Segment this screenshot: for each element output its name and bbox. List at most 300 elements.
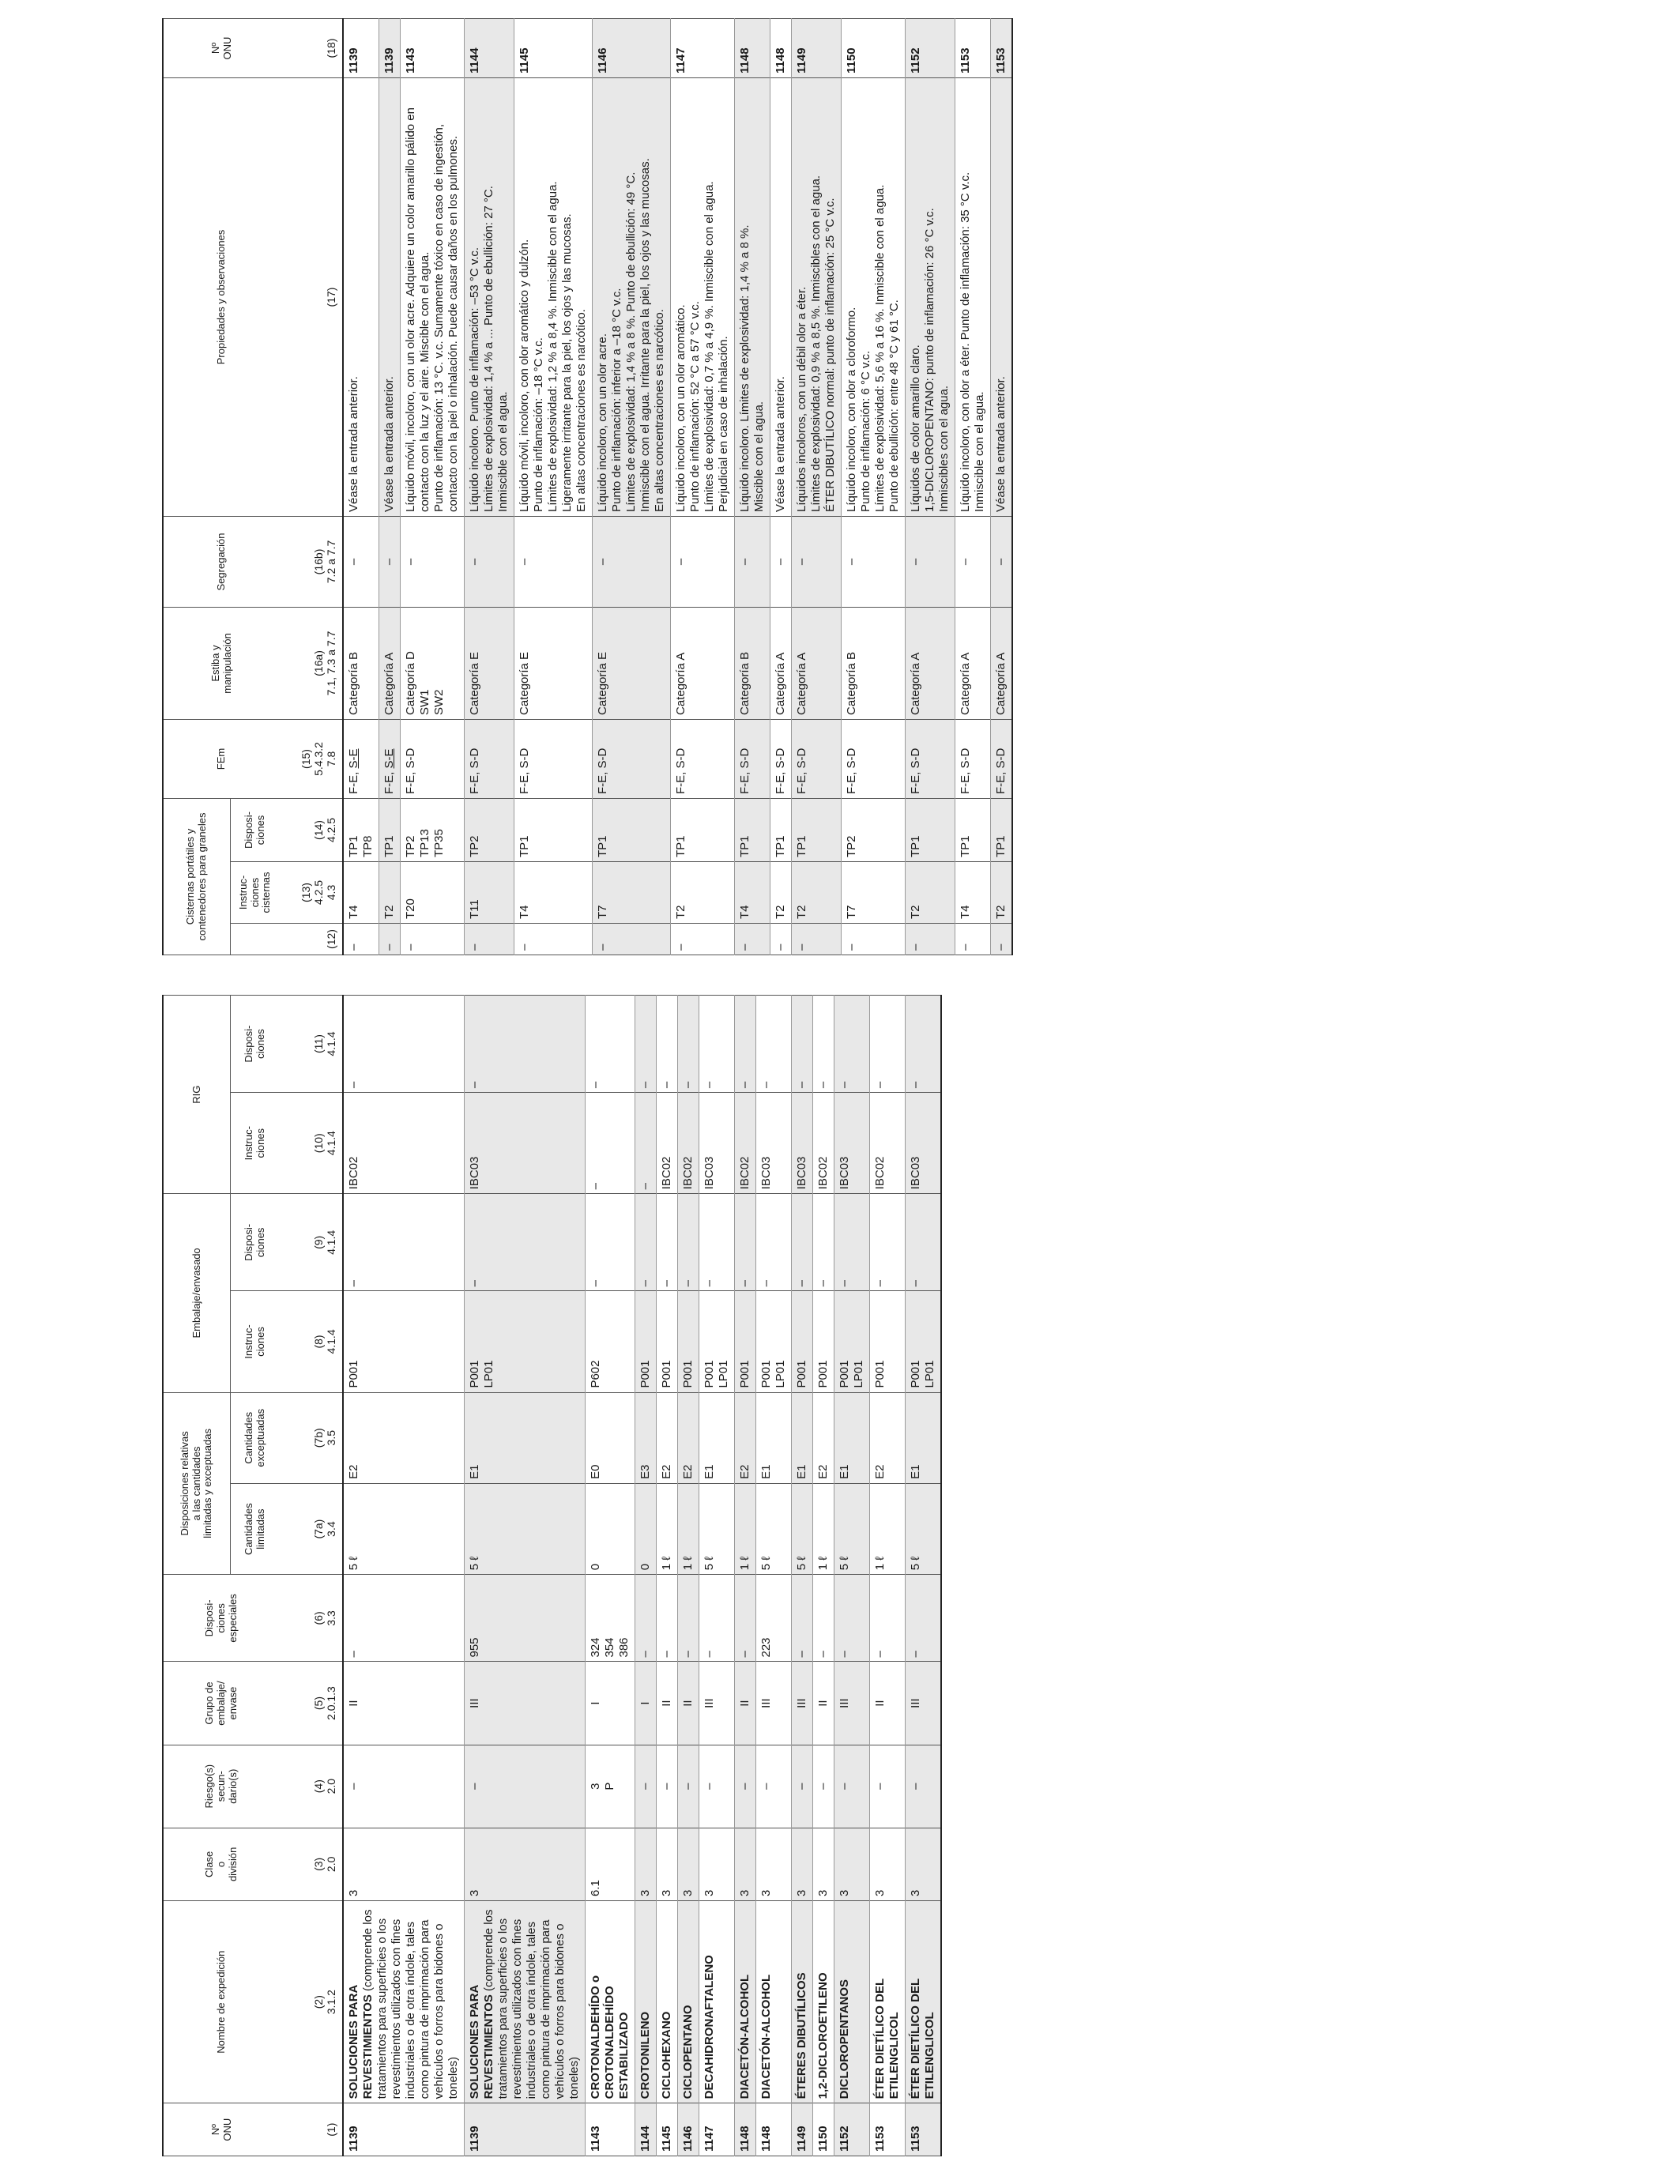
packing-provision: – — [834, 1194, 870, 1291]
ems-spill: S-D — [959, 747, 972, 769]
shipping-name — [834, 1901, 870, 2103]
ems-fire: F-E, — [382, 768, 396, 794]
ems-fire: F-E, — [845, 768, 858, 794]
ems-fire: F-E, — [596, 768, 609, 794]
packing-provision: – — [756, 1194, 792, 1291]
col-12: – — [343, 924, 379, 955]
limited-quantity: 1 ℓ — [735, 1483, 756, 1574]
un-number: 1149 — [792, 2103, 813, 2156]
header-ibc: RIG — [163, 996, 231, 1194]
col-12: – — [842, 924, 906, 955]
subsidiary-risk: – — [465, 1745, 586, 1828]
special-provisions: – — [735, 1575, 756, 1662]
subsidiary-risk: – — [735, 1745, 756, 1828]
class-division: 3 — [635, 1828, 657, 1900]
col-12: – — [465, 924, 514, 955]
packing-provision: – — [735, 1194, 756, 1291]
tank-instruction: T11 — [465, 862, 514, 924]
un-number-right: 1143 — [401, 18, 465, 77]
table-row — [735, 18, 770, 955]
ibc-provision: – — [635, 996, 657, 1093]
ibc-instruction: IBC03 — [906, 1093, 942, 1194]
ems-code — [842, 719, 906, 798]
table-row — [813, 996, 834, 2156]
dangerous-goods-list-left — [162, 995, 942, 2156]
ems-spill: S-D — [738, 747, 751, 769]
stowage-category: Categoría B — [842, 607, 906, 719]
special-provisions: – — [635, 1575, 657, 1662]
ems-spill: S-D — [774, 747, 787, 769]
column-code: (16a) 7.1, 7.3 a 7.7 — [280, 607, 343, 719]
excepted-quantity: E2 — [343, 1392, 465, 1483]
limited-quantity: 1 ℓ — [870, 1483, 906, 1574]
excepted-quantity: E1 — [699, 1392, 735, 1483]
segregation: – — [735, 516, 770, 607]
properties-observations: Véase la entrada anterior. — [379, 77, 401, 516]
stowage-category: Categoría A — [770, 607, 792, 719]
column-code: (11) 4.1.4 — [280, 996, 343, 1093]
packing-group: III — [756, 1662, 792, 1745]
ems-fire: F-E, — [738, 768, 751, 794]
column-code: (9) 4.1.4 — [280, 1194, 343, 1291]
excepted-quantity: E1 — [834, 1392, 870, 1483]
un-number: 1153 — [870, 2103, 906, 2156]
tank-instruction: T4 — [735, 862, 770, 924]
tank-provisions: TP2 — [465, 798, 514, 861]
ems-code — [401, 719, 465, 798]
table-row — [586, 996, 635, 2156]
shipping-name — [343, 1901, 465, 2103]
un-number-right: 1153 — [991, 18, 1013, 77]
header-un-no: Nº ONU — [163, 2103, 280, 2156]
class-division: 3 — [465, 1828, 586, 1900]
table-row — [343, 18, 379, 955]
subsidiary-risk: – — [756, 1745, 792, 1828]
segregation: – — [991, 516, 1013, 607]
column-code: (7b) 3.5 — [280, 1392, 343, 1483]
ems-spill: S-D — [404, 747, 417, 769]
subsidiary-risk: – — [870, 1745, 906, 1828]
tank-provisions: TP1 — [955, 798, 991, 861]
header-col-12-blank — [231, 924, 281, 955]
un-number: 1148 — [756, 2103, 792, 2156]
shipping-name — [586, 1901, 635, 2103]
right-table — [162, 18, 1013, 955]
stowage-category: Categoría B — [735, 607, 770, 719]
shipping-name — [635, 1901, 657, 2103]
un-number-right: 1150 — [842, 18, 906, 77]
un-number: 1150 — [813, 2103, 834, 2156]
column-code: (5) 2.0.1.3 — [280, 1662, 343, 1745]
shipping-name-main: DIACETÓN-ALCOHOL — [738, 1974, 751, 2099]
tank-provisions: TP1 — [906, 798, 955, 861]
col-12: – — [906, 924, 955, 955]
excepted-quantity: E0 — [586, 1392, 635, 1483]
col-12: – — [991, 924, 1013, 955]
stowage-category: Categoría A — [991, 607, 1013, 719]
header-packing-group: Grupo de embalaje/ envase — [163, 1662, 280, 1745]
tank-instruction: T4 — [343, 862, 379, 924]
header-ibc-instructions: Instruc- ciones — [231, 1093, 281, 1194]
ibc-provision: – — [678, 996, 699, 1093]
ems-spill: S-D — [845, 747, 858, 769]
packing-instruction: P001 LP01 — [465, 1291, 586, 1392]
ems-fire: F-E, — [959, 768, 972, 794]
shipping-name-detail: (comprende los tratamientos para superficies o los revestimientos utilizados con fines industriales o de otra índole, tales como pintura de imprimación para vehículos o forros para bidones o toneles) — [361, 1909, 460, 2099]
packing-provision: – — [465, 1194, 586, 1291]
ibc-instruction: IBC02 — [870, 1093, 906, 1194]
ems-fire: F-E, — [468, 768, 481, 794]
shipping-name-detail: (comprende los tratamientos para superficies o los revestimientos utilizados con fines industriales o de otra índole, tales como pintura de imprimación para vehículos o forros para bidones o toneles) — [482, 1909, 581, 2099]
ems-code — [343, 719, 379, 798]
special-provisions: – — [657, 1575, 678, 1662]
table-row — [657, 996, 678, 2156]
stowage-category: Categoría A — [671, 607, 735, 719]
ems-spill: S-D — [909, 747, 922, 769]
shipping-name-main: DICLOROPENTANOS — [838, 1979, 851, 2099]
table-row — [870, 996, 906, 2156]
header-tank-instructions: Instruc- ciones cisternas — [231, 862, 281, 924]
header-portable-tanks: Cisternas portátiles y contenedores para graneles — [163, 798, 231, 955]
header-un-no-right: Nº ONU — [163, 18, 280, 77]
limited-quantity: 5 ℓ — [465, 1483, 586, 1574]
ems-code — [593, 719, 671, 798]
tank-provisions: TP1 — [792, 798, 842, 861]
ems-code — [906, 719, 955, 798]
limited-quantity: 5 ℓ — [834, 1483, 870, 1574]
segregation: – — [906, 516, 955, 607]
excepted-quantity: E2 — [678, 1392, 699, 1483]
packing-group: II — [657, 1662, 678, 1745]
limited-quantity: 5 ℓ — [906, 1483, 942, 1574]
ems-spill: S-D — [795, 747, 808, 769]
segregation: – — [465, 516, 514, 607]
special-provisions: – — [343, 1575, 465, 1662]
tank-provisions: TP1 — [593, 798, 671, 861]
ibc-instruction: – — [635, 1093, 657, 1194]
packing-instruction: P001 — [813, 1291, 834, 1392]
segregation: – — [671, 516, 735, 607]
tank-provisions: TP2 TP13 TP35 — [401, 798, 465, 861]
column-code: (4) 2.0 — [280, 1745, 343, 1828]
excepted-quantity: E1 — [465, 1392, 586, 1483]
shipping-name-main: CICLOPENTANO — [681, 2005, 695, 2099]
special-provisions: – — [870, 1575, 906, 1662]
column-code: (18) — [280, 18, 343, 77]
header-ems: FEm — [163, 719, 280, 798]
properties-observations: Véase la entrada anterior. — [770, 77, 792, 516]
packing-provision: – — [870, 1194, 906, 1291]
tank-instruction: T4 — [955, 862, 991, 924]
table-row — [955, 18, 991, 955]
un-number: 1144 — [635, 2103, 657, 2156]
tank-instruction: T2 — [671, 862, 735, 924]
un-number-right: 1152 — [906, 18, 955, 77]
properties-observations: Líquido móvil, incoloro, con olor aromático y dulzón. Punto de inflamación: –18 °C v.c. Límites de explosividad: 1,2 % a 8,4 %. Inmiscible con el agua. Ligeramente irritante para la piel, los ojos y las mucosas. En altas concentraciones es narcótico. — [514, 77, 593, 516]
tank-instruction: T2 — [792, 862, 842, 924]
packing-instruction: P001 LP01 — [906, 1291, 942, 1392]
properties-observations: Líquido incoloro, con olor a éter. Punto de inflamación: 35 °C v.c. Inmiscible con el agua. — [955, 77, 991, 516]
column-code: (2) 3.1.2 — [280, 1901, 343, 2103]
table-row — [343, 996, 465, 2156]
packing-group: III — [792, 1662, 813, 1745]
packing-instruction: P001 LP01 — [834, 1291, 870, 1392]
table-row — [906, 18, 955, 955]
header-limited: Cantidades limitadas — [231, 1483, 281, 1574]
segregation: – — [593, 516, 671, 607]
class-division: 3 — [699, 1828, 735, 1900]
packing-group: III — [699, 1662, 735, 1745]
un-number: 1145 — [657, 2103, 678, 2156]
packing-instruction: P001 — [343, 1291, 465, 1392]
tank-provisions: TP1 — [379, 798, 401, 861]
col-12: – — [770, 924, 792, 955]
packing-instruction: P001 LP01 — [699, 1291, 735, 1392]
properties-observations: Véase la entrada anterior. — [991, 77, 1013, 516]
shipping-name — [735, 1901, 756, 2103]
segregation: – — [955, 516, 991, 607]
shipping-name — [792, 1901, 813, 2103]
subsidiary-risk: – — [678, 1745, 699, 1828]
ems-code — [792, 719, 842, 798]
special-provisions: – — [699, 1575, 735, 1662]
stowage-category: Categoría E — [465, 607, 514, 719]
class-division: 3 — [906, 1828, 942, 1900]
class-division: 6.1 — [586, 1828, 635, 1900]
header-segregation: Segregación — [163, 516, 280, 607]
header-packing-instructions: Instruc- ciones — [231, 1291, 281, 1392]
ems-fire: F-E, — [774, 768, 787, 794]
packing-provision: – — [343, 1194, 465, 1291]
table-row — [671, 18, 735, 955]
shipping-name — [465, 1901, 586, 2103]
col-12: – — [593, 924, 671, 955]
stowage-category: Categoría E — [514, 607, 593, 719]
packing-instruction: P001 — [678, 1291, 699, 1392]
subsidiary-risk: – — [657, 1745, 678, 1828]
packing-provision: – — [657, 1194, 678, 1291]
shipping-name — [756, 1901, 792, 2103]
col-12: – — [792, 924, 842, 955]
shipping-name-main: DIACETÓN-ALCOHOL — [759, 1974, 773, 2099]
table-row — [735, 996, 756, 2156]
header-special-provisions: Disposi- ciones especiales — [163, 1575, 280, 1662]
ibc-provision: – — [834, 996, 870, 1093]
un-number-right: 1139 — [343, 18, 379, 77]
un-number-right: 1145 — [514, 18, 593, 77]
column-code: (14) 4.2.5 — [280, 798, 343, 861]
col-12: – — [735, 924, 770, 955]
tank-instruction: T2 — [770, 862, 792, 924]
table-row — [465, 996, 586, 2156]
class-division: 3 — [813, 1828, 834, 1900]
special-provisions: – — [834, 1575, 870, 1662]
ems-fire: F-E, — [994, 768, 1008, 794]
ems-spill: S-E — [347, 748, 360, 769]
shipping-name-main: ÉTER DIETÍLICO DEL ETILENGLICOL — [909, 1979, 936, 2099]
segregation: – — [514, 516, 593, 607]
shipping-name — [678, 1901, 699, 2103]
stowage-category: Categoría A — [379, 607, 401, 719]
limited-quantity: 0 — [635, 1483, 657, 1574]
shipping-name — [657, 1901, 678, 2103]
packing-instruction: P001 — [635, 1291, 657, 1392]
header-limited-excepted: Disposiciones relativas a las cantidades limitadas y exceptuadas — [163, 1392, 231, 1575]
properties-observations: Líquido incoloro. Límites de explosividad: 1,4 % a 8 %. Miscible con el agua. — [735, 77, 770, 516]
ibc-provision: – — [756, 996, 792, 1093]
segregation: – — [379, 516, 401, 607]
tank-provisions: TP1 — [770, 798, 792, 861]
ibc-provision: – — [465, 996, 586, 1093]
ems-code — [465, 719, 514, 798]
subsidiary-risk: – — [343, 1745, 465, 1828]
ibc-instruction: IBC02 — [678, 1093, 699, 1194]
ibc-provision: – — [906, 996, 942, 1093]
column-code: (17) — [280, 77, 343, 516]
header-stowage: Estiba y manipulación — [163, 607, 280, 719]
column-code: (15) 5.4.3.2 7.8 — [280, 719, 343, 798]
excepted-quantity: E1 — [756, 1392, 792, 1483]
column-code: (12) — [280, 924, 343, 955]
ems-code — [770, 719, 792, 798]
table-row — [792, 996, 813, 2156]
tank-provisions: TP1 — [991, 798, 1013, 861]
un-number: 1143 — [586, 2103, 635, 2156]
un-number: 1147 — [699, 2103, 735, 2156]
column-code: (13) 4.2.5 4.3 — [280, 862, 343, 924]
table-row — [514, 18, 593, 955]
col-12: – — [671, 924, 735, 955]
properties-observations: Líquidos incoloros, con un débil olor a éter. Límites de explosividad: 0,9 % a 8,5 %. Inmiscibles con el agua. ÉTER DIBUTÍLICO normal: punto de inflamación: 25 °C v.c. — [792, 77, 842, 516]
ibc-provision: – — [870, 996, 906, 1093]
ems-code — [955, 719, 991, 798]
ems-spill: S-D — [674, 747, 687, 769]
table-row — [699, 996, 735, 2156]
packing-instruction: P001 — [657, 1291, 678, 1392]
limited-quantity: 5 ℓ — [699, 1483, 735, 1574]
packing-group: II — [813, 1662, 834, 1745]
packing-instruction: P001 — [792, 1291, 813, 1392]
ems-fire: F-E, — [347, 768, 360, 794]
stowage-category: Categoría A — [955, 607, 991, 719]
ibc-instruction: IBC03 — [756, 1093, 792, 1194]
un-number-right: 1149 — [792, 18, 842, 77]
tank-instruction: T7 — [593, 862, 671, 924]
column-code: (10) 4.1.4 — [280, 1093, 343, 1194]
ems-spill: S-E — [382, 748, 396, 769]
ibc-provision: – — [792, 996, 813, 1093]
class-division: 3 — [834, 1828, 870, 1900]
properties-observations: Líquido móvil, incoloro, con un olor acre. Adquiere un color amarillo pálido en contacto con la luz y el aire. Miscible con el agua. Punto de inflamación: 13 °C. v.c. Sumamente tóxico en caso de ingestión, contacto con la piel o inhalación. Puede causar daños en los pulmones. — [401, 77, 465, 516]
stowage-category: Categoría A — [792, 607, 842, 719]
ibc-provision: – — [813, 996, 834, 1093]
shipping-name — [906, 1901, 942, 2103]
ems-spill: S-D — [468, 747, 481, 769]
rotated-page — [130, 0, 1395, 2184]
un-number-right: 1144 — [465, 18, 514, 77]
header-packing-provisions: Disposi- ciones — [231, 1194, 281, 1291]
shipping-name — [813, 1901, 834, 2103]
excepted-quantity: E2 — [735, 1392, 756, 1483]
tank-provisions: TP1 TP8 — [343, 798, 379, 861]
properties-observations: Líquidos de color amarillo claro. 1,5-DICLOROPENTANO: punto de inflamación: 26 °C v.c. Inmiscibles con el agua. — [906, 77, 955, 516]
ibc-instruction: IBC02 — [735, 1093, 756, 1194]
tank-instruction: T2 — [906, 862, 955, 924]
class-division: 3 — [678, 1828, 699, 1900]
packing-group: II — [735, 1662, 756, 1745]
subsidiary-risk: – — [834, 1745, 870, 1828]
packing-provision: – — [678, 1194, 699, 1291]
ibc-instruction: IBC02 — [657, 1093, 678, 1194]
packing-group: III — [906, 1662, 942, 1745]
properties-observations: Líquido incoloro. Punto de inflamación: –53 °C v.c. Límites de explosividad: 1,4 % a ... Punto de ebullición: 27 °C. Inmiscible con el agua. — [465, 77, 514, 516]
packing-group: II — [870, 1662, 906, 1745]
ibc-provision: – — [586, 996, 635, 1093]
header-shipping-name: Nombre de expedición — [163, 1901, 280, 2103]
segregation: – — [401, 516, 465, 607]
col-12: – — [955, 924, 991, 955]
tank-instruction: T2 — [379, 862, 401, 924]
shipping-name-main: 1,2-DICLOROETILENO — [816, 1972, 830, 2099]
subsidiary-risk: 3 P — [586, 1745, 635, 1828]
excepted-quantity: E1 — [906, 1392, 942, 1483]
un-number-right: 1148 — [735, 18, 770, 77]
un-number-right: 1148 — [770, 18, 792, 77]
packing-provision: – — [813, 1194, 834, 1291]
tank-provisions: TP1 — [671, 798, 735, 861]
table-row — [401, 18, 465, 955]
ems-fire: F-E, — [909, 768, 922, 794]
table-row — [756, 996, 792, 2156]
table-row — [792, 18, 842, 955]
shipping-name-main: CROTONILENO — [638, 2011, 652, 2099]
table-row — [991, 18, 1013, 955]
packing-instruction: P001 — [735, 1291, 756, 1392]
excepted-quantity: E2 — [657, 1392, 678, 1483]
subsidiary-risk: – — [813, 1745, 834, 1828]
stowage-category: Categoría A — [906, 607, 955, 719]
header-tank-provisions: Disposi- ciones — [231, 798, 281, 861]
ibc-instruction: IBC03 — [699, 1093, 735, 1194]
ems-spill: S-D — [596, 747, 609, 769]
table-row — [379, 18, 401, 955]
stowage-category: Categoría D SW1 SW2 — [401, 607, 465, 719]
column-code: (1) — [280, 2103, 343, 2156]
limited-quantity: 5 ℓ — [792, 1483, 813, 1574]
ems-code — [514, 719, 593, 798]
excepted-quantity: E2 — [813, 1392, 834, 1483]
un-number: 1146 — [678, 2103, 699, 2156]
table-row — [770, 18, 792, 955]
table-row — [465, 18, 514, 955]
col-12: – — [514, 924, 593, 955]
ibc-provision: – — [735, 996, 756, 1093]
tank-instruction: T4 — [514, 862, 593, 924]
shipping-name-main: SOLUCIONES PARA REVESTIMIENTOS — [347, 1985, 375, 2099]
ems-code — [671, 719, 735, 798]
ems-code — [735, 719, 770, 798]
un-number: 1153 — [906, 2103, 942, 2156]
ibc-provision: – — [657, 996, 678, 1093]
class-division: 3 — [343, 1828, 465, 1900]
excepted-quantity: E1 — [792, 1392, 813, 1483]
ibc-provision: – — [343, 996, 465, 1093]
ibc-provision: – — [699, 996, 735, 1093]
un-number-right: 1139 — [379, 18, 401, 77]
ibc-instruction: IBC02 — [813, 1093, 834, 1194]
excepted-quantity: E2 — [870, 1392, 906, 1483]
packing-group: III — [465, 1662, 586, 1745]
